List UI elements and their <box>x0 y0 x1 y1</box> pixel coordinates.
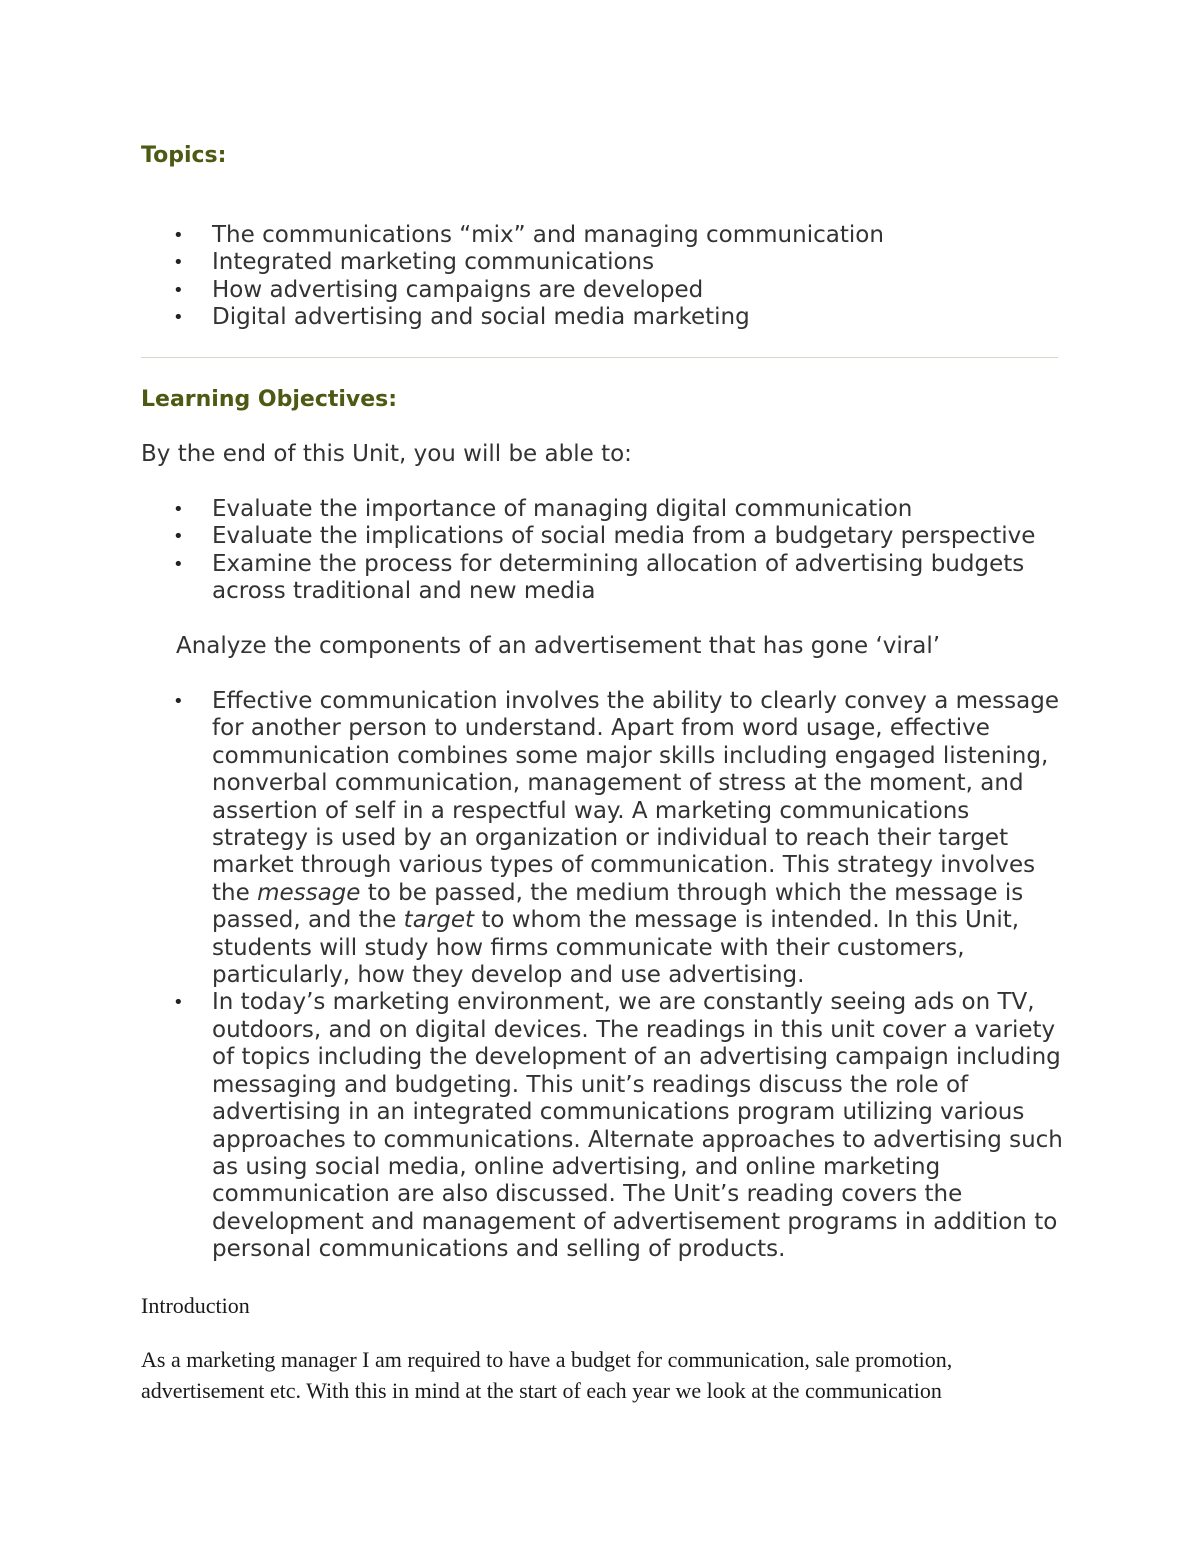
emphasis-message: message <box>257 879 361 906</box>
bullet-icon: • <box>173 691 184 712</box>
section-divider <box>141 357 1058 358</box>
list-item-text: Examine the process for determining allocation of advertising budgets across traditional and new media <box>212 550 1025 605</box>
list-item <box>141 688 1071 989</box>
list-item <box>141 277 1071 304</box>
list-item-text: Integrated marketing communications <box>212 249 655 276</box>
topics-list <box>141 222 1071 332</box>
viral-objective: Analyze the components of an advertisement that has gone ‘viral’ <box>176 633 941 659</box>
text-run: to be passed, the medium through which the message is passed, and the <box>212 879 1024 934</box>
introduction-paragraph: As a marketing manager I am required to have a budget for communication, sale promotion, advertisement etc. With this in mind at the start of each year we look at the communication <box>141 1347 953 1403</box>
list-item-text: How advertising campaigns are developed <box>212 276 704 303</box>
introduction-title: Introduction <box>141 1293 250 1318</box>
bullet-icon: • <box>173 279 184 301</box>
bullet-icon: • <box>173 992 184 1014</box>
list-item <box>141 222 1071 249</box>
bullet-icon: • <box>173 499 184 520</box>
list-item <box>141 551 1071 606</box>
objectives-list <box>141 496 1071 606</box>
body-list <box>141 688 1071 1264</box>
list-item-text: The communications “mix” and managing communication <box>212 222 884 248</box>
body-paragraph-1 <box>212 688 1059 988</box>
bullet-icon: • <box>173 307 184 329</box>
bullet-icon: • <box>173 225 184 246</box>
bullet-icon: • <box>173 252 184 274</box>
bullet-icon: • <box>173 526 184 548</box>
text-run: Effective communication involves the ability to clearly convey a message for another person to understand. Apart from word usage, effective communication combines some major skills including engaged listening, nonverbal communication, management of stress at the moment, and assertion of self in a respectful way. A marketing communications strategy is used by an organization or individual to reach their target market through various types of communication. This strategy involves the <box>212 688 1059 906</box>
objectives-intro: By the end of this Unit, you will be able to: <box>141 441 632 467</box>
list-item-text: Evaluate the importance of managing digital communication <box>212 496 913 522</box>
list-item <box>141 249 1071 276</box>
list-item <box>141 496 1071 523</box>
list-item <box>141 523 1071 550</box>
topics-heading: Topics: <box>141 143 227 168</box>
bullet-icon: • <box>173 553 184 575</box>
body-paragraph-2: In today’s marketing environment, we are constantly seeing ads on TV, outdoors, and on digital devices. The readings in this unit cover a variety of topics including the development of an advertising campaign including messaging and budgeting. This unit’s readings discuss the role of advertising in an integrated communications program utilizing various approaches to communications. Alternate approaches to advertising such as using social media, online advertising, and online marketing communication are also discussed. The Unit’s reading covers the development and management of advertisement programs in addition to personal communications and selling of products. <box>212 989 1063 1263</box>
list-item <box>141 989 1071 1263</box>
emphasis-target: target <box>403 907 475 934</box>
list-item <box>141 304 1071 331</box>
list-item-text: Digital advertising and social media marketing <box>212 304 750 331</box>
learning-objectives-heading: Learning Objectives: <box>141 387 398 412</box>
list-item-text: Evaluate the implications of social media from a budgetary perspective <box>212 523 1036 550</box>
text-run: to whom the message is intended. In this Unit, students will study how firms communicate with their customers, particularly, how they develop and use advertising. <box>212 907 1020 989</box>
